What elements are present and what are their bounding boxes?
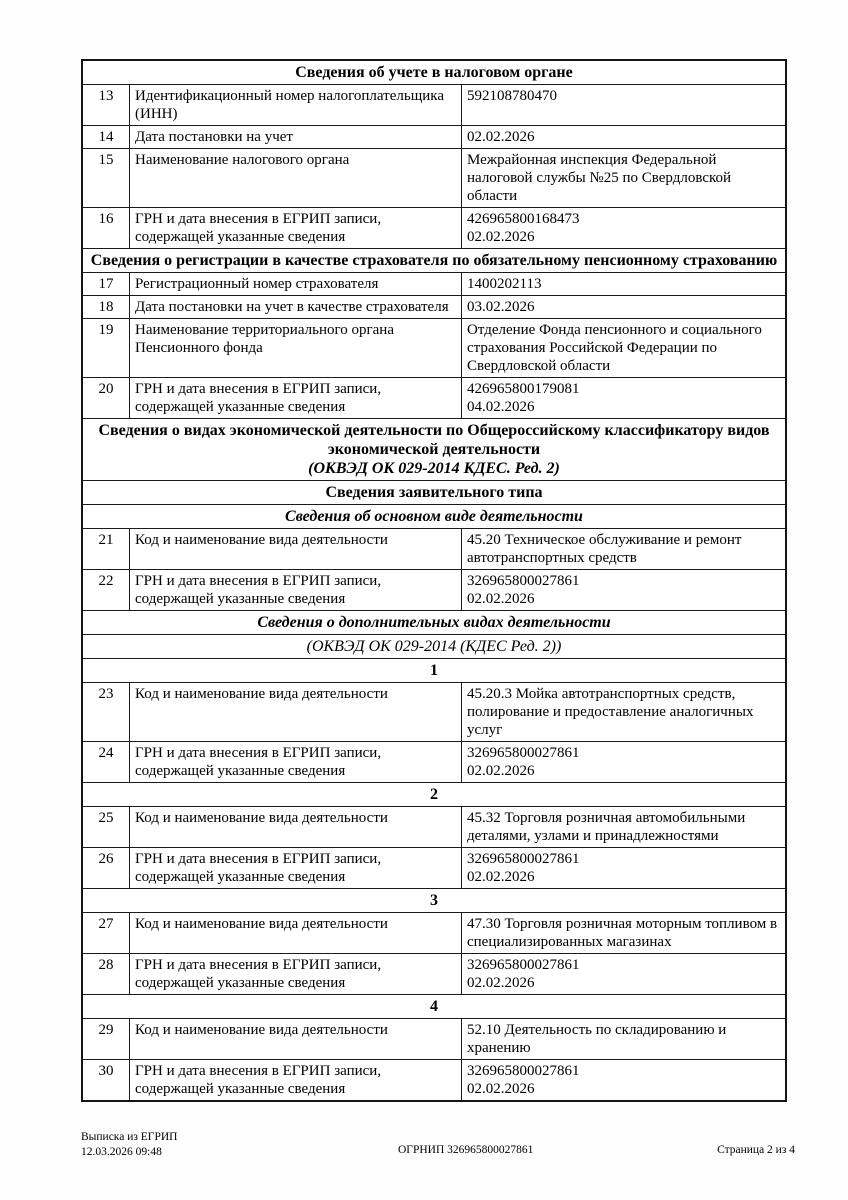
section-row	[83, 419, 785, 481]
section-row	[83, 635, 785, 659]
section-heading: 2	[430, 786, 438, 803]
row-number: 22	[83, 570, 130, 610]
row-number: 14	[83, 126, 130, 148]
row-value	[462, 913, 785, 953]
row-label: Код и наименование вида деятельности	[130, 683, 462, 741]
row-value	[462, 1060, 785, 1100]
row-value-line: 02.02.2026	[467, 591, 535, 607]
row-value	[462, 1019, 785, 1059]
row-number: 27	[83, 913, 130, 953]
table-row	[83, 1019, 785, 1060]
row-value-line: 426965800168473	[467, 211, 580, 227]
row-number: 28	[83, 954, 130, 994]
table-row	[83, 273, 785, 296]
row-label: Код и наименование вида деятельности	[130, 913, 462, 953]
row-value-line: 52.10 Деятельность по складированию и хранению	[467, 1022, 727, 1056]
row-value-line: 326965800027861	[467, 851, 580, 867]
row-number: 26	[83, 848, 130, 888]
row-number: 16	[83, 208, 130, 248]
row-value-line: 45.32 Торговля розничная автомобильными деталями, узлами и принадлежностями	[467, 810, 746, 844]
row-label: Наименование территориального органа Пенсионного фонда	[130, 319, 462, 377]
row-number: 23	[83, 683, 130, 741]
row-label: Дата постановки на учет	[130, 126, 462, 148]
section-row	[83, 889, 785, 913]
row-value-line: 326965800027861	[467, 957, 580, 973]
row-value-line: 326965800027861	[467, 1063, 580, 1079]
row-value	[462, 848, 785, 888]
section-row	[83, 249, 785, 273]
row-value-line: 326965800027861	[467, 745, 580, 761]
row-value	[462, 742, 785, 782]
row-value	[462, 683, 785, 741]
table-row	[83, 126, 785, 149]
section-row	[83, 481, 785, 505]
row-label: ГРН и дата внесения в ЕГРИП записи, содержащей указанные сведения	[130, 848, 462, 888]
row-number: 24	[83, 742, 130, 782]
section-heading: 3	[430, 892, 438, 909]
section-heading: 1	[430, 662, 438, 679]
row-value-line: 02.02.2026	[467, 129, 535, 145]
section-heading: Сведения о дополнительных видах деятельности	[257, 614, 611, 631]
row-value-line: 47.30 Торговля розничная моторным топливом в специализированных магазинах	[467, 916, 778, 950]
row-value-line: 02.02.2026	[467, 763, 535, 779]
row-value	[462, 529, 785, 569]
row-value-line: Отделение Фонда пенсионного и социального страхования Российской Федерации по Свердловской области	[467, 322, 762, 374]
section-row	[83, 611, 785, 635]
footer-ogrnip: ОГРНИП 326965800027861	[398, 1144, 534, 1156]
footer-left	[81, 1130, 177, 1160]
section-heading: (ОКВЭД ОК 029-2014 (КДЕС Ред. 2))	[306, 638, 562, 655]
row-label: Наименование налогового органа	[130, 149, 462, 207]
row-label: ГРН и дата внесения в ЕГРИП записи, содержащей указанные сведения	[130, 570, 462, 610]
table-row	[83, 296, 785, 319]
row-number: 20	[83, 378, 130, 418]
row-label: ГРН и дата внесения в ЕГРИП записи, содержащей указанные сведения	[130, 378, 462, 418]
row-label: Дата постановки на учет в качестве страхователя	[130, 296, 462, 318]
table-row	[83, 848, 785, 889]
section-row	[83, 659, 785, 683]
table-row	[83, 683, 785, 742]
row-value-line: 45.20.3 Мойка автотранспортных средств, полирование и предоставление аналогичных услуг	[467, 686, 754, 738]
row-value	[462, 208, 785, 248]
table-row	[83, 1060, 785, 1100]
table-row	[83, 529, 785, 570]
section-row	[83, 995, 785, 1019]
row-value	[462, 126, 785, 148]
row-value	[462, 273, 785, 295]
section-heading: Сведения об учете в налоговом органе	[295, 64, 573, 81]
table-row	[83, 149, 785, 208]
row-label: Код и наименование вида деятельности	[130, 1019, 462, 1059]
row-number: 17	[83, 273, 130, 295]
table-row	[83, 913, 785, 954]
row-label: ГРН и дата внесения в ЕГРИП записи, содержащей указанные сведения	[130, 954, 462, 994]
row-number: 15	[83, 149, 130, 207]
table-row	[83, 85, 785, 126]
row-value-line: 03.02.2026	[467, 299, 535, 315]
row-number: 25	[83, 807, 130, 847]
row-value	[462, 570, 785, 610]
footer-datetime: 12.03.2026 09:48	[81, 1146, 162, 1158]
row-value	[462, 954, 785, 994]
row-number: 29	[83, 1019, 130, 1059]
row-number: 21	[83, 529, 130, 569]
section-row	[83, 61, 785, 85]
row-value-line: 02.02.2026	[467, 975, 535, 991]
section-heading: Сведения о регистрации в качестве страхователя по обязательному пенсионному страхованию	[90, 252, 778, 269]
section-heading: 4	[430, 998, 438, 1015]
footer-page-number: Страница 2 из 4	[717, 1144, 795, 1156]
table-row	[83, 742, 785, 783]
row-value-line: 592108780470	[467, 88, 557, 104]
row-number: 19	[83, 319, 130, 377]
row-number: 13	[83, 85, 130, 125]
section-heading: Сведения о видах экономической деятельности по Общероссийскому классификатору видов экономической деятельности	[98, 422, 770, 458]
egrip-table	[81, 59, 787, 1102]
row-label: ГРН и дата внесения в ЕГРИП записи, содержащей указанные сведения	[130, 208, 462, 248]
row-number: 18	[83, 296, 130, 318]
row-value	[462, 807, 785, 847]
table-row	[83, 954, 785, 995]
row-value-line: 326965800027861	[467, 573, 580, 589]
row-value	[462, 296, 785, 318]
row-value-line: 426965800179081	[467, 381, 580, 397]
table-row	[83, 807, 785, 848]
row-label: Код и наименование вида деятельности	[130, 529, 462, 569]
row-label: ГРН и дата внесения в ЕГРИП записи, содержащей указанные сведения	[130, 1060, 462, 1100]
table-row	[83, 570, 785, 611]
row-number: 30	[83, 1060, 130, 1100]
row-value	[462, 319, 785, 377]
row-value	[462, 378, 785, 418]
row-value	[462, 85, 785, 125]
section-row	[83, 783, 785, 807]
row-value-line: 45.20 Техническое обслуживание и ремонт автотранспортных средств	[467, 532, 742, 566]
row-value-line: 02.02.2026	[467, 869, 535, 885]
section-heading: Сведения заявительного типа	[325, 484, 543, 501]
section-heading: (ОКВЭД ОК 029-2014 КДЕС. Ред. 2)	[308, 460, 560, 477]
table-row	[83, 208, 785, 249]
section-row	[83, 505, 785, 529]
row-label: Регистрационный номер страхователя	[130, 273, 462, 295]
row-value-line: 1400202113	[467, 276, 542, 292]
row-label: ГРН и дата внесения в ЕГРИП записи, содержащей указанные сведения	[130, 742, 462, 782]
row-value-line: 04.02.2026	[467, 399, 535, 415]
table-row	[83, 319, 785, 378]
row-value-line: 02.02.2026	[467, 1081, 535, 1097]
row-value-line: 02.02.2026	[467, 229, 535, 245]
row-label: Идентификационный номер налогоплательщика (ИНН)	[130, 85, 462, 125]
footer-doc-type: Выписка из ЕГРИП	[81, 1131, 178, 1143]
row-value	[462, 149, 785, 207]
row-label: Код и наименование вида деятельности	[130, 807, 462, 847]
table-row	[83, 378, 785, 419]
row-value-line: Межрайонная инспекция Федеральной налоговой службы №25 по Свердловской области	[467, 152, 732, 204]
section-heading: Сведения об основном виде деятельности	[285, 508, 583, 525]
